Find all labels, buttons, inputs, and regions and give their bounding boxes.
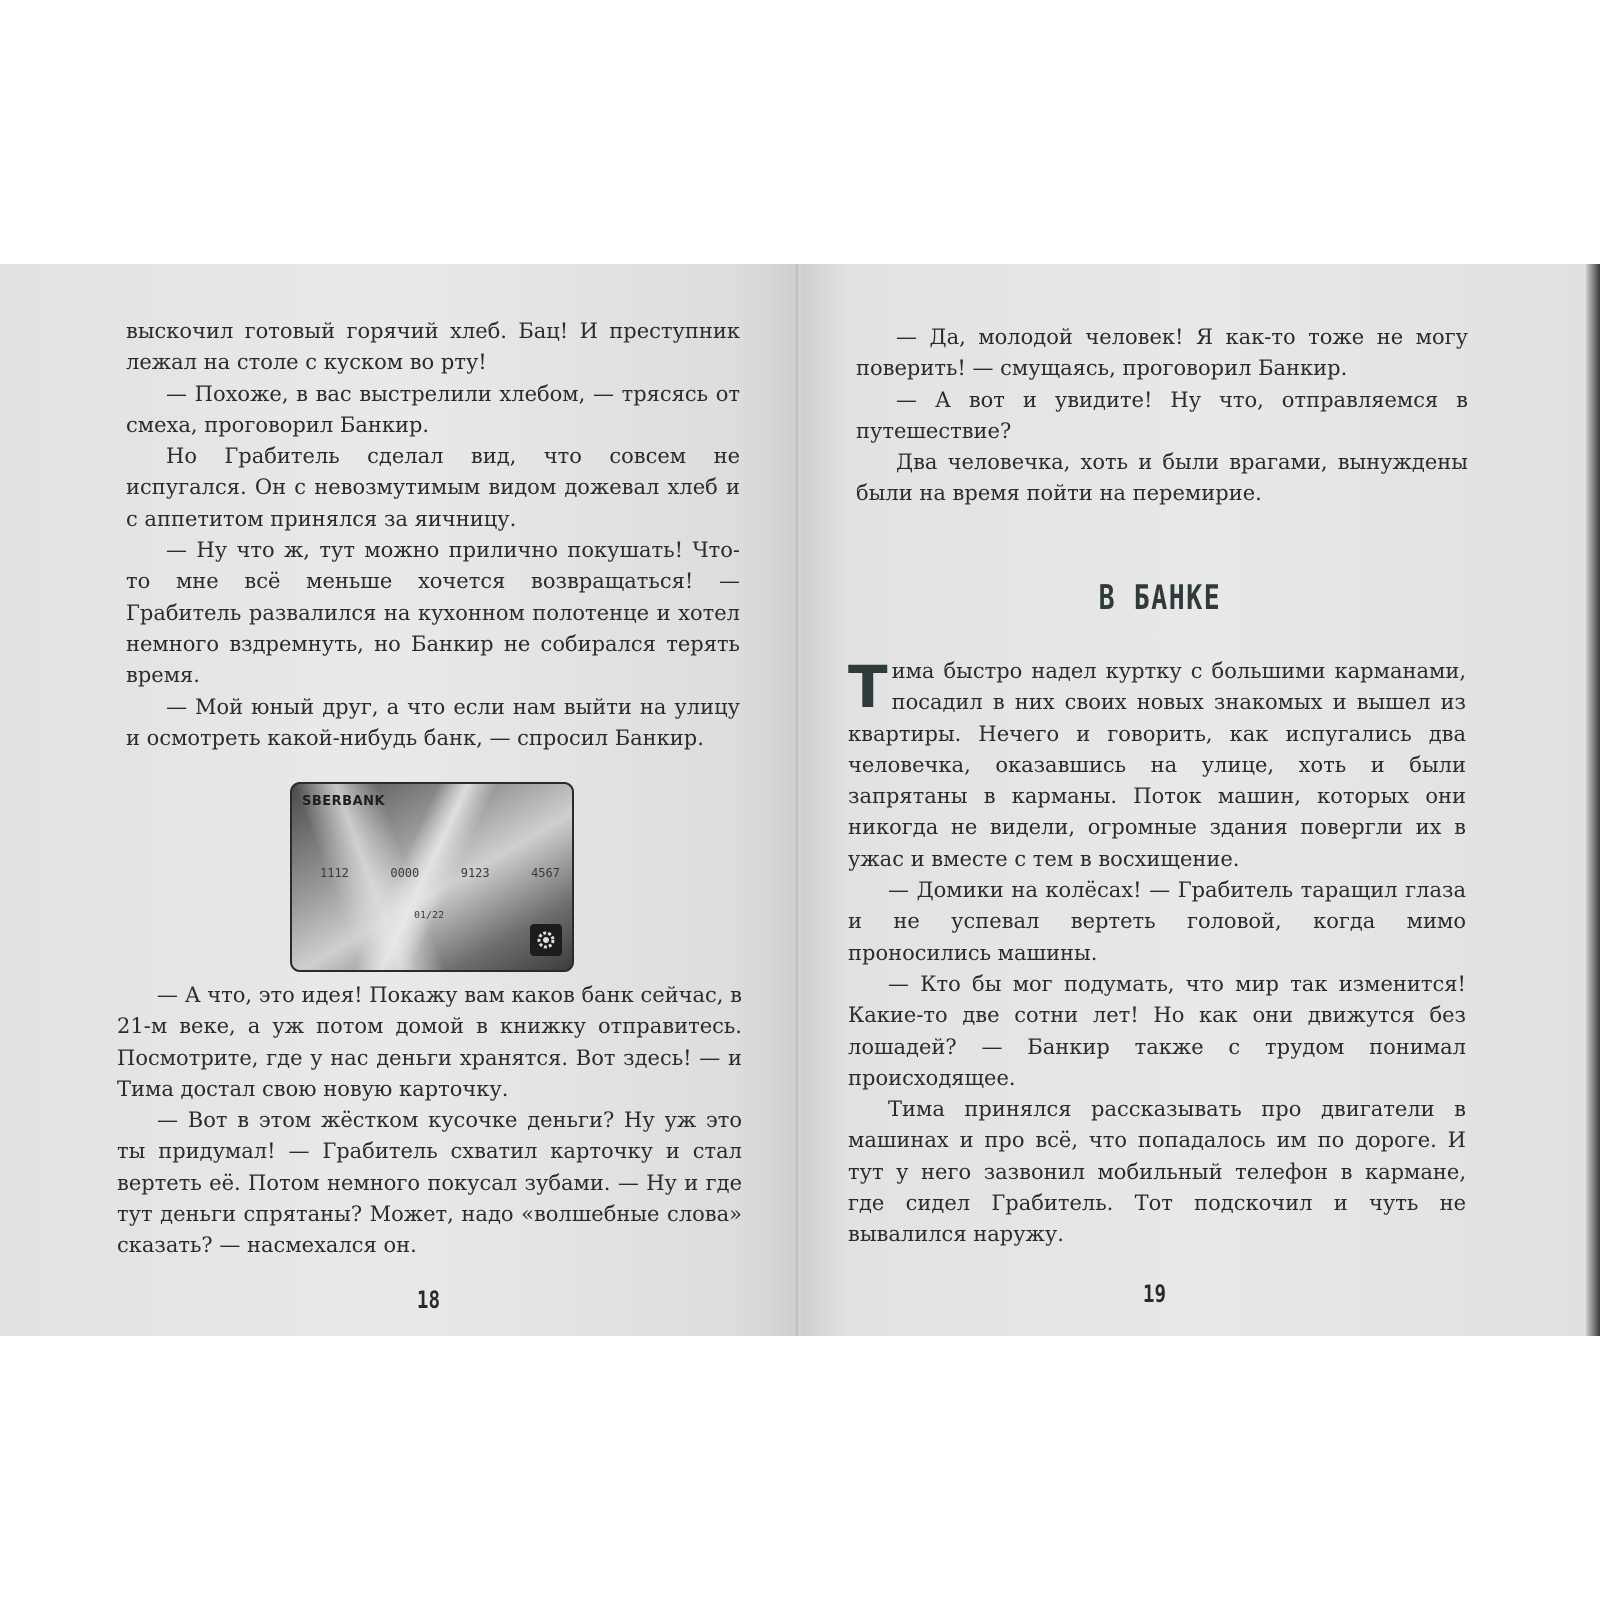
paragraph: — Похоже, в вас выстрелили хлебом, — трясясь от смеха, проговорил Банкир. — [126, 381, 740, 437]
left-page-text-bottom — [117, 980, 742, 1262]
paragraph: Два человечка, хоть и были врагами, вынуждены были на время пойти на перемирие. — [856, 450, 1468, 506]
paragraph: — Вот в этом жёстком кусочке деньги? Ну уж это ты придумал! — Грабитель схватил карточку и стал вертеть её. Потом немного покусал зубами. — Ну и где тут деньги спрятаны? Может, надо «волшебные слова» сказать? — насмехался он. — [117, 1108, 742, 1258]
paragraph — [848, 653, 1466, 875]
page-number: 19 — [1142, 1280, 1167, 1308]
card-number — [320, 866, 560, 880]
paragraph: — Кто бы мог подумать, что мир так изменится! Какие-то две сотни лет! Но как они движутся без лошадей? — Банкир также с трудом понимал происходящее. — [848, 971, 1466, 1090]
paragraph-text: има быстро надел куртку с большими карманами, посадил в них своих новых знакомых и вышел из квартиры. Нечего и говорить, как испугались два человечка, оказавшись на улице, хоть и были запрятаны в карманы. Поток машин, которых они никогда не видели, огромные здания повергли их в ужас и вместе с тем в восхищение. — [848, 659, 1466, 871]
card-number-group: 1112 — [320, 866, 349, 880]
right-page-text-bottom — [848, 653, 1466, 1251]
paragraph: — Ну что ж, тут можно прилично покушать! Что-то мне всё меньше хочется возвращаться! — Грабитель развалился на кухонном полотенце и хотел немного вздремнуть, но Банкир не собирался терять время. — [126, 538, 740, 688]
bank-logo-icon — [530, 924, 562, 956]
page-edge-shadow — [1586, 264, 1600, 1336]
paragraph: Но Грабитель сделал вид, что совсем не испугался. Он с невозмутимым видом дожевал хлеб и с аппетитом принялся за яичницу. — [126, 444, 740, 531]
paragraph: выскочил готовый горячий хлеб. Бац! И преступник лежал на столе с куском во рту! — [126, 319, 740, 375]
paragraph: — А вот и увидите! Ну что, отправляемся в путешествие? — [856, 387, 1468, 443]
right-page-text-top — [856, 322, 1468, 510]
page-number: 18 — [416, 1286, 441, 1314]
paragraph: — А что, это идея! Покажу вам каков банк сейчас, в 21-м веке, а уж потом домой в книжку отправитесь. Посмотрите, где у нас деньги хранятся. Вот здесь! — и Тима достал свою новую карточку. — [117, 983, 742, 1101]
paragraph: — Домики на колёсах! — Грабитель таращил глаза и не успевал вертеть головой, когда мимо проносились машины. — [848, 878, 1466, 965]
chapter-title: В БАНКЕ — [1098, 578, 1222, 618]
paragraph: Тима принялся рассказывать про двигатели в машинах и про всё, что попадалось им по дороге. И тут у него зазвонил мобильный телефон в кармане, где сидел Грабитель. Тот подскочил и чуть не вывалился наружу. — [848, 1097, 1466, 1247]
paragraph: — Да, молодой человек! Я как-то тоже не могу поверить! — смущаясь, проговорил Банкир. — [856, 325, 1468, 381]
card-bank-name: SBERBANK — [302, 794, 386, 809]
left-page — [0, 264, 798, 1336]
right-page — [802, 264, 1600, 1336]
card-number-group: 9123 — [460, 866, 490, 880]
left-page-text-top — [126, 316, 740, 754]
card-number-group: 4567 — [531, 866, 560, 880]
paragraph: — Мой юный друг, а что если нам выйти на улицу и осмотреть какой-нибудь банк, — спросил Банкир. — [126, 694, 740, 750]
card-number-group: 0000 — [390, 866, 420, 880]
bank-card-illustration — [290, 782, 574, 972]
card-expiry: 01/22 — [414, 910, 445, 921]
drop-cap: Т — [848, 653, 888, 721]
book-spread — [0, 264, 1600, 1336]
